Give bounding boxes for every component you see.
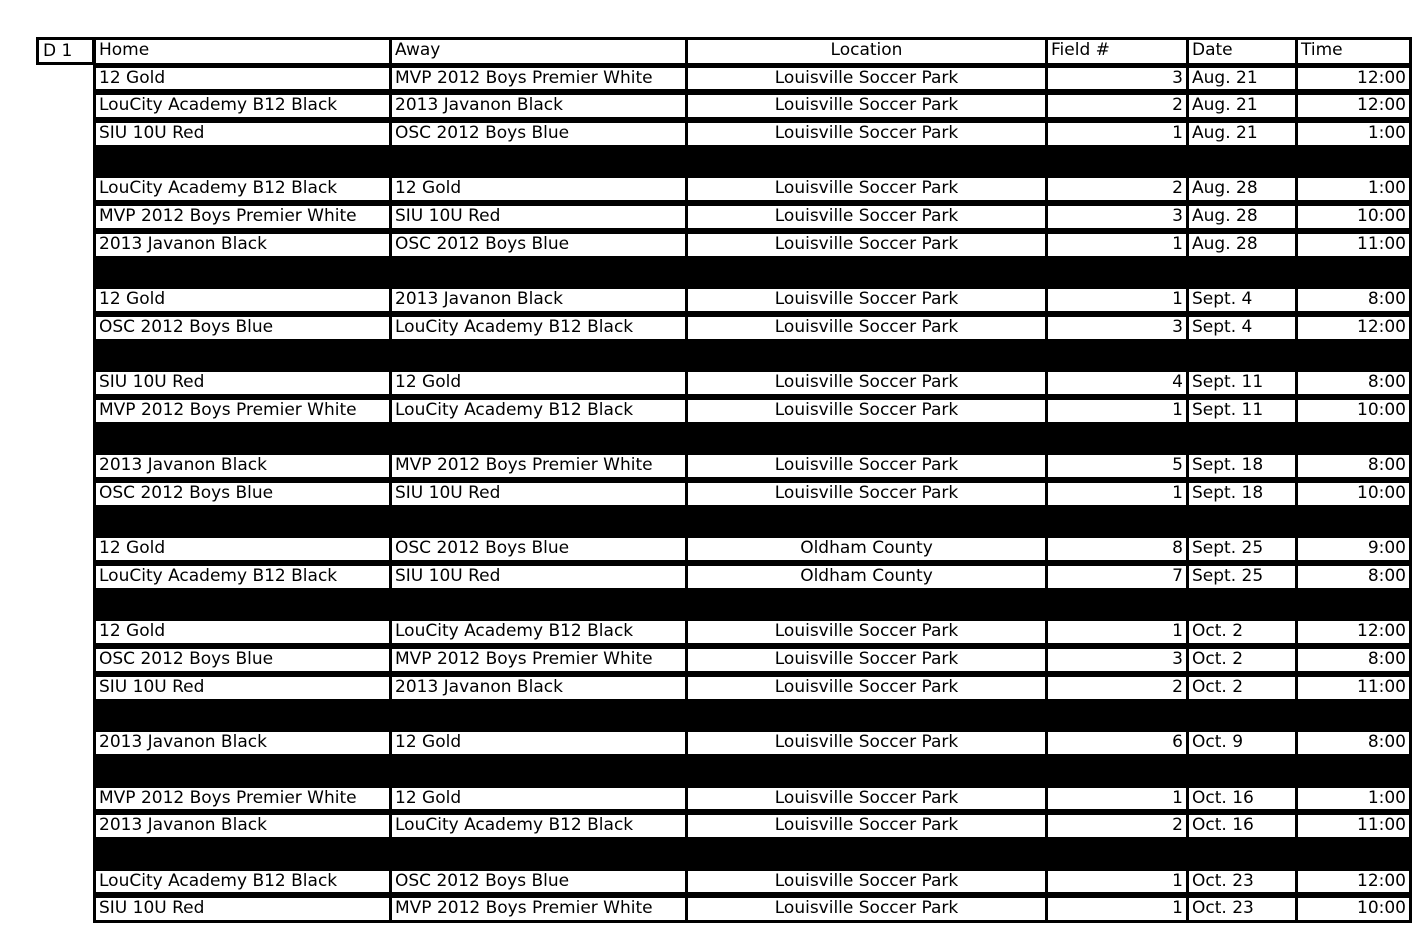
field-cell: 2 [1045,674,1189,702]
header-row [93,37,1412,65]
home-cell: 12 Gold [93,535,392,563]
home-cell: SIU 10U Red [93,895,392,923]
field-cell: 1 [1045,895,1189,923]
field-cell: 6 [1045,729,1189,757]
home-cell: 2013 Javanon Black [93,729,392,757]
table-row [93,563,1412,591]
location-cell: Oldham County [685,563,1048,591]
table-row [93,65,1412,93]
field-cell: 2 [1045,812,1189,840]
away-cell: OSC 2012 Boys Blue [389,535,688,563]
home-cell: 2013 Javanon Black [93,812,392,840]
away-cell: OSC 2012 Boys Blue [389,231,688,259]
time-cell: 12:00 [1295,65,1412,93]
field-cell: 8 [1045,535,1189,563]
field-cell: 1 [1045,480,1189,508]
table-row [93,175,1412,203]
location-cell: Louisville Soccer Park [685,812,1048,840]
away-cell: 2013 Javanon Black [389,92,688,120]
home-cell: 2013 Javanon Black [93,231,392,259]
schedule-table [93,37,1412,923]
date-cell: Aug. 21 [1186,120,1298,148]
time-cell: 8:00 [1295,369,1412,397]
header-away: Away [389,37,688,65]
home-cell: 2013 Javanon Black [93,452,392,480]
away-cell: LouCity Academy B12 Black [389,618,688,646]
home-cell: LouCity Academy B12 Black [93,92,392,120]
time-cell: 10:00 [1295,480,1412,508]
time-cell: 12:00 [1295,314,1412,342]
header-date: Date [1186,37,1298,65]
away-cell: 12 Gold [389,369,688,397]
location-cell: Louisville Soccer Park [685,286,1048,314]
week-separator [93,508,1412,536]
home-cell: MVP 2012 Boys Premier White [93,397,392,425]
time-cell: 12:00 [1295,868,1412,896]
header-location: Location [685,37,1048,65]
date-cell: Sept. 25 [1186,535,1298,563]
away-cell: SIU 10U Red [389,203,688,231]
away-cell: 2013 Javanon Black [389,674,688,702]
table-row [93,203,1412,231]
field-cell: 3 [1045,203,1189,231]
header-field: Field # [1045,37,1189,65]
table-row [93,812,1412,840]
location-cell: Louisville Soccer Park [685,618,1048,646]
date-cell: Oct. 23 [1186,895,1298,923]
time-cell: 10:00 [1295,203,1412,231]
time-cell: 11:00 [1295,674,1412,702]
location-cell: Louisville Soccer Park [685,674,1048,702]
date-cell: Oct. 2 [1186,618,1298,646]
date-cell: Oct. 16 [1186,812,1298,840]
field-cell: 1 [1045,231,1189,259]
location-cell: Louisville Soccer Park [685,895,1048,923]
location-cell: Oldham County [685,535,1048,563]
table-row [93,674,1412,702]
table-row [93,646,1412,674]
location-cell: Louisville Soccer Park [685,314,1048,342]
time-cell: 11:00 [1295,812,1412,840]
away-cell: MVP 2012 Boys Premier White [389,65,688,93]
field-cell: 3 [1045,646,1189,674]
away-cell: MVP 2012 Boys Premier White [389,452,688,480]
field-cell: 1 [1045,785,1189,813]
date-cell: Aug. 28 [1186,231,1298,259]
schedule-rows [93,65,1412,923]
week-separator [93,840,1412,868]
field-cell: 2 [1045,175,1189,203]
field-cell: 4 [1045,369,1189,397]
home-cell: SIU 10U Red [93,120,392,148]
date-cell: Sept. 4 [1186,286,1298,314]
time-cell: 11:00 [1295,231,1412,259]
week-separator [93,757,1412,785]
away-cell: SIU 10U Red [389,563,688,591]
location-cell: Louisville Soccer Park [685,452,1048,480]
location-cell: Louisville Soccer Park [685,231,1048,259]
field-cell: 1 [1045,397,1189,425]
away-cell: LouCity Academy B12 Black [389,812,688,840]
field-cell: 1 [1045,286,1189,314]
location-cell: Louisville Soccer Park [685,646,1048,674]
date-cell: Sept. 18 [1186,480,1298,508]
location-cell: Louisville Soccer Park [685,369,1048,397]
location-cell: Louisville Soccer Park [685,868,1048,896]
home-cell: 12 Gold [93,65,392,93]
date-cell: Aug. 28 [1186,175,1298,203]
table-row [93,314,1412,342]
table-row [93,286,1412,314]
table-row [93,729,1412,757]
header-home: Home [93,37,392,65]
home-cell: SIU 10U Red [93,674,392,702]
home-cell: SIU 10U Red [93,369,392,397]
time-cell: 9:00 [1295,535,1412,563]
date-cell: Aug. 28 [1186,203,1298,231]
away-cell: OSC 2012 Boys Blue [389,868,688,896]
field-cell: 2 [1045,92,1189,120]
home-cell: OSC 2012 Boys Blue [93,646,392,674]
table-row [93,120,1412,148]
date-cell: Aug. 21 [1186,92,1298,120]
away-cell: 12 Gold [389,785,688,813]
date-cell: Oct. 23 [1186,868,1298,896]
time-cell: 8:00 [1295,646,1412,674]
home-cell: LouCity Academy B12 Black [93,175,392,203]
home-cell: MVP 2012 Boys Premier White [93,203,392,231]
week-separator [93,259,1412,287]
time-cell: 10:00 [1295,397,1412,425]
field-cell: 1 [1045,120,1189,148]
header-time: Time [1295,37,1412,65]
home-cell: OSC 2012 Boys Blue [93,314,392,342]
date-cell: Oct. 2 [1186,646,1298,674]
time-cell: 8:00 [1295,452,1412,480]
time-cell: 1:00 [1295,175,1412,203]
time-cell: 1:00 [1295,120,1412,148]
table-row [93,397,1412,425]
table-row [93,535,1412,563]
time-cell: 10:00 [1295,895,1412,923]
field-cell: 5 [1045,452,1189,480]
time-cell: 1:00 [1295,785,1412,813]
home-cell: MVP 2012 Boys Premier White [93,785,392,813]
field-cell: 1 [1045,868,1189,896]
location-cell: Louisville Soccer Park [685,175,1048,203]
time-cell: 8:00 [1295,729,1412,757]
date-cell: Oct. 16 [1186,785,1298,813]
field-cell: 3 [1045,314,1189,342]
table-row [93,480,1412,508]
location-cell: Louisville Soccer Park [685,785,1048,813]
table-row [93,868,1412,896]
home-cell: OSC 2012 Boys Blue [93,480,392,508]
table-row [93,785,1412,813]
location-cell: Louisville Soccer Park [685,480,1048,508]
week-separator [93,702,1412,730]
division-label: D 1 [36,37,95,65]
location-cell: Louisville Soccer Park [685,397,1048,425]
home-cell: LouCity Academy B12 Black [93,868,392,896]
date-cell: Sept. 25 [1186,563,1298,591]
time-cell: 8:00 [1295,286,1412,314]
date-cell: Oct. 2 [1186,674,1298,702]
week-separator [93,425,1412,453]
date-cell: Sept. 4 [1186,314,1298,342]
location-cell: Louisville Soccer Park [685,120,1048,148]
location-cell: Louisville Soccer Park [685,203,1048,231]
home-cell: 12 Gold [93,286,392,314]
location-cell: Louisville Soccer Park [685,65,1048,93]
date-cell: Oct. 9 [1186,729,1298,757]
table-row [93,452,1412,480]
date-cell: Sept. 11 [1186,397,1298,425]
table-row [93,231,1412,259]
home-cell: LouCity Academy B12 Black [93,563,392,591]
field-cell: 7 [1045,563,1189,591]
date-cell: Sept. 18 [1186,452,1298,480]
table-row [93,92,1412,120]
away-cell: 12 Gold [389,729,688,757]
table-row [93,895,1412,923]
time-cell: 8:00 [1295,563,1412,591]
table-row [93,618,1412,646]
location-cell: Louisville Soccer Park [685,729,1048,757]
date-cell: Sept. 11 [1186,369,1298,397]
away-cell: 2013 Javanon Black [389,286,688,314]
away-cell: SIU 10U Red [389,480,688,508]
away-cell: LouCity Academy B12 Black [389,314,688,342]
field-cell: 3 [1045,65,1189,93]
field-cell: 1 [1045,618,1189,646]
week-separator [93,148,1412,176]
away-cell: 12 Gold [389,175,688,203]
away-cell: MVP 2012 Boys Premier White [389,895,688,923]
away-cell: LouCity Academy B12 Black [389,397,688,425]
away-cell: OSC 2012 Boys Blue [389,120,688,148]
home-cell: 12 Gold [93,618,392,646]
week-separator [93,591,1412,619]
away-cell: MVP 2012 Boys Premier White [389,646,688,674]
time-cell: 12:00 [1295,618,1412,646]
week-separator [93,342,1412,370]
time-cell: 12:00 [1295,92,1412,120]
date-cell: Aug. 21 [1186,65,1298,93]
location-cell: Louisville Soccer Park [685,92,1048,120]
table-row [93,369,1412,397]
